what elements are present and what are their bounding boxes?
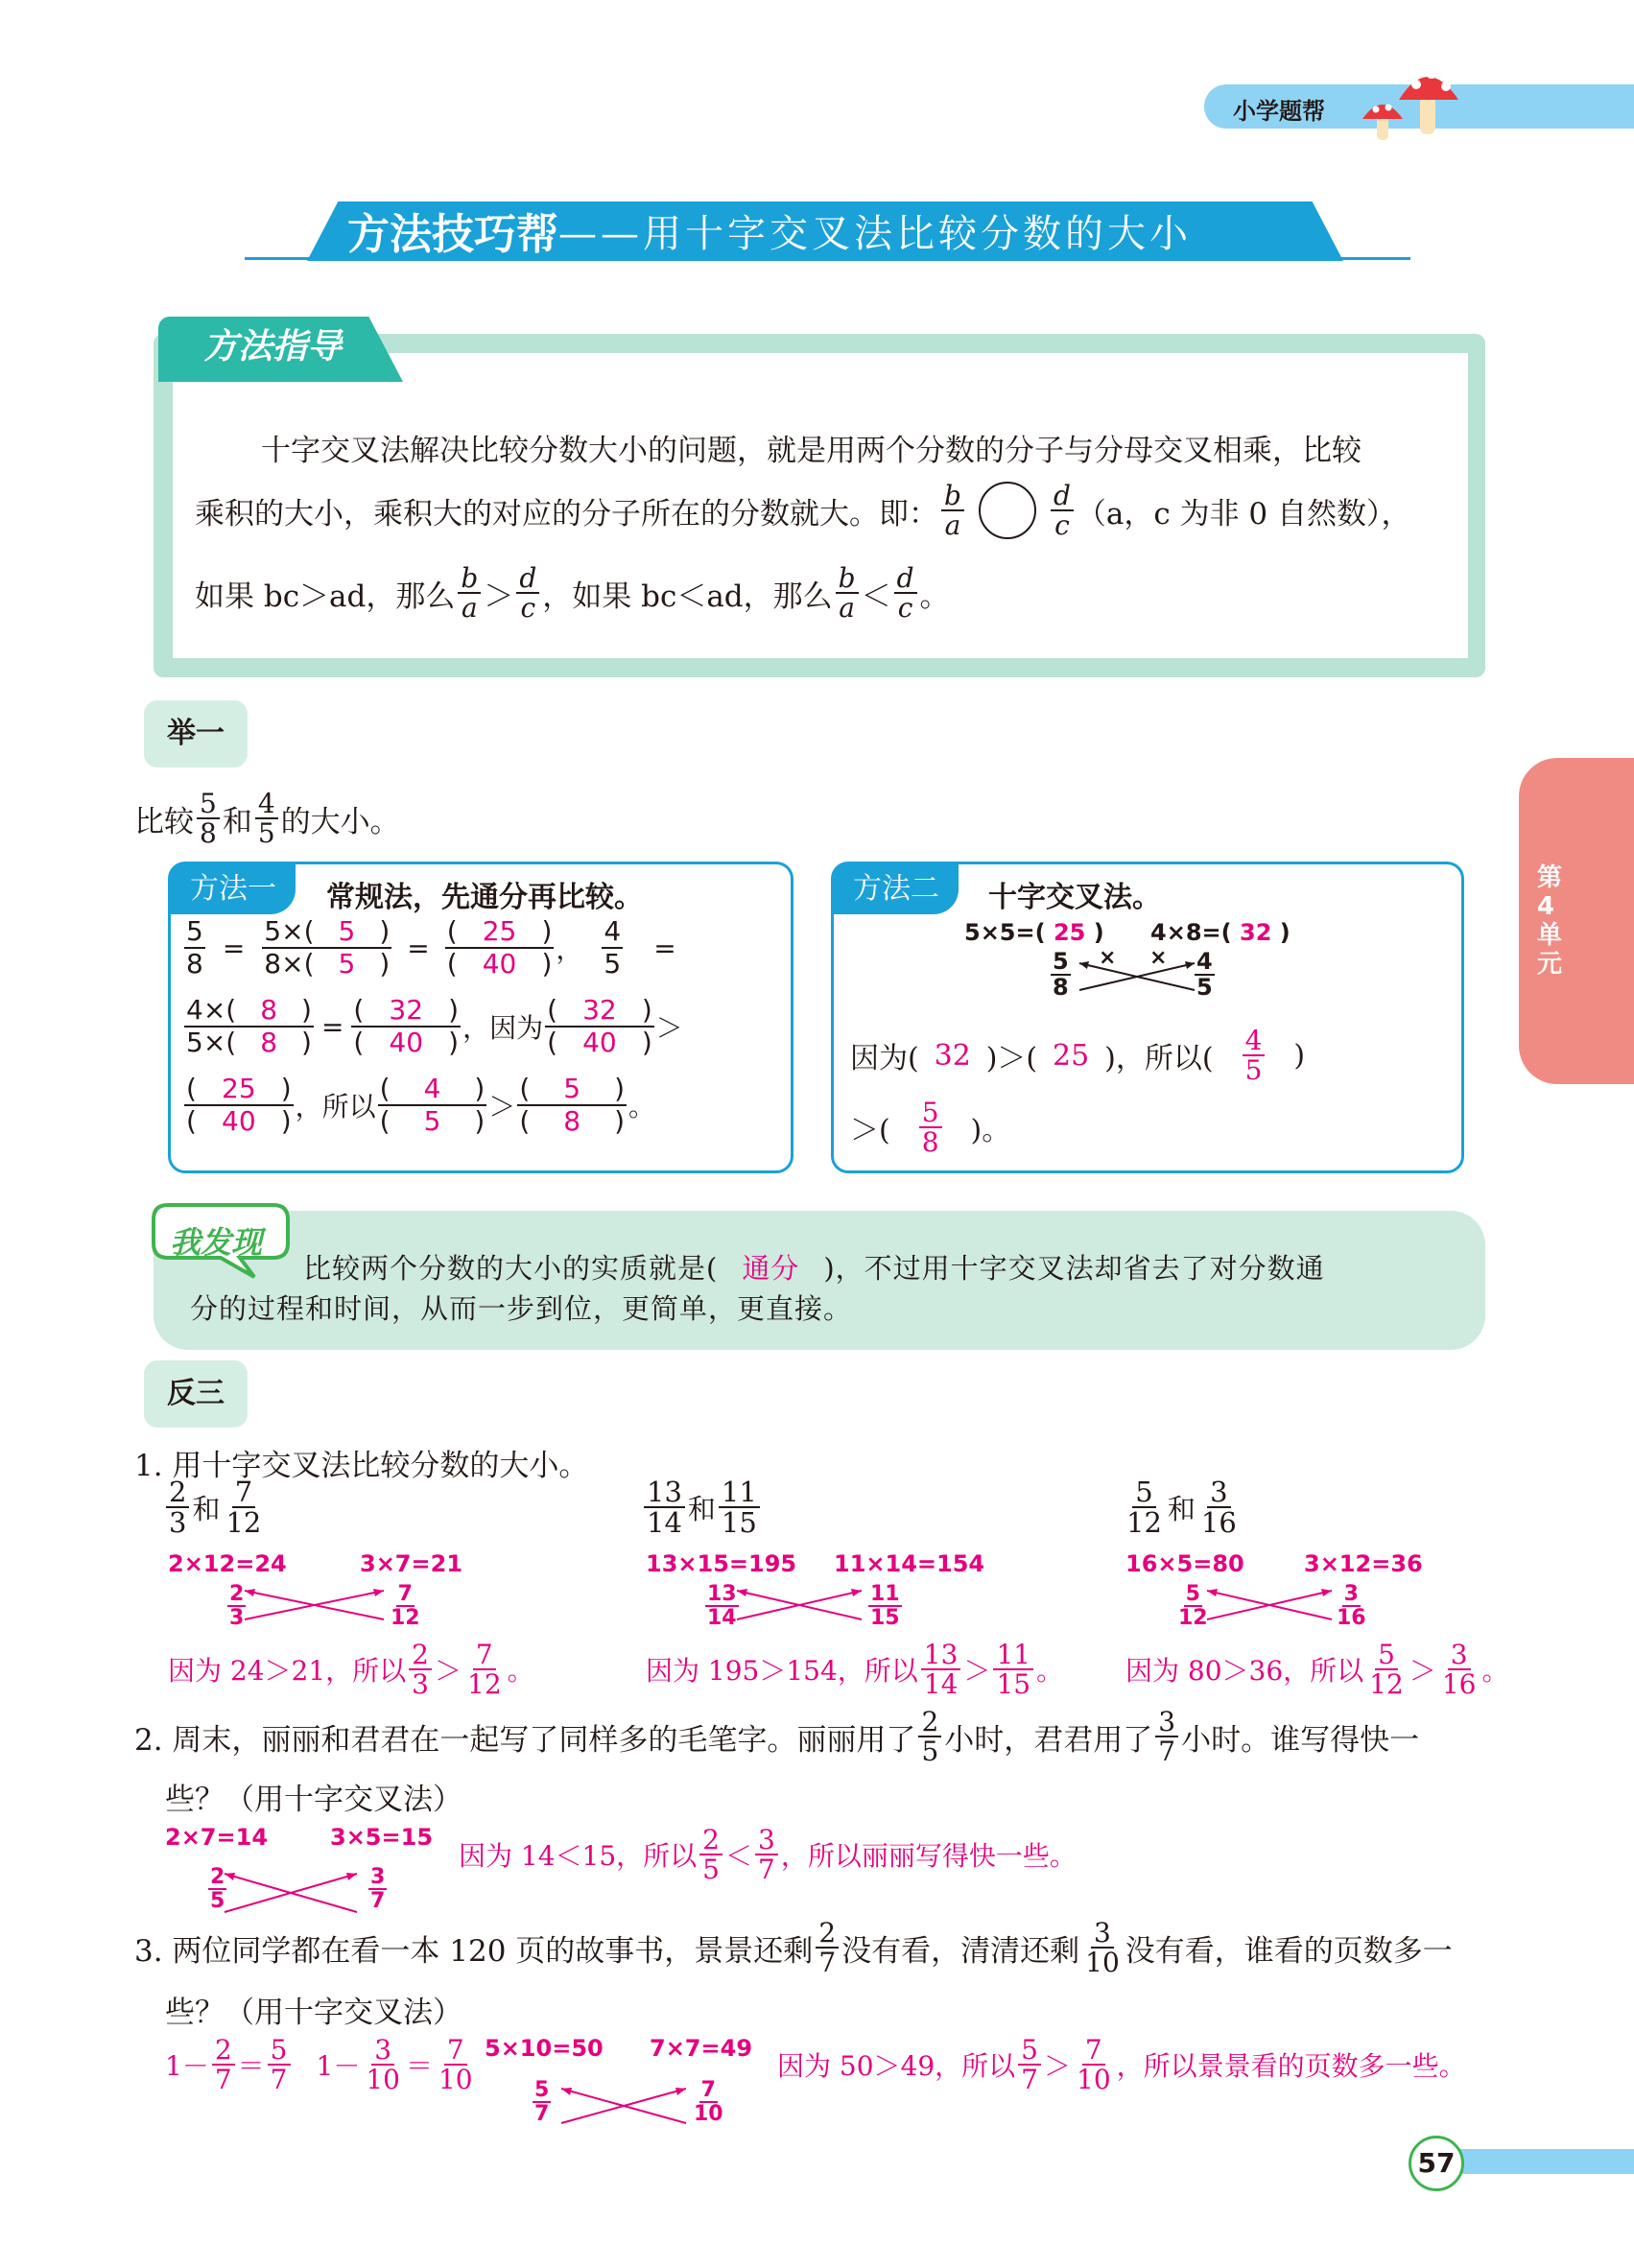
q3-line-1: 3. 两位同学都在看一本 120 页的故事书，景景还剩 $\frac{2}{7}$ 没有看，清清还剩 $\frac{3}{10}$ 没有看，谁看的页数多一	[134, 1916, 1453, 1978]
q2-cross: 2×7=14 3×5=15 2 5 3 7	[165, 1824, 434, 1914]
method1-row3: ( 25 ) ( 40 ) ，所以 ( 4 ) ( 5 ) ＞ ( 5 ) ( 8 ) 。	[186, 1073, 656, 1138]
unit-side-tab	[1519, 758, 1634, 1084]
q1-item-1: $\frac{2}{3}$ 和 $\frac{7}{12}$ 2×12=24 3×7=21 2 3 7 12 因为 24＞21，所以 $\frac{2}{3}$ ＞ $\frac{7}{12}$ 。	[168, 1476, 534, 1701]
page-number: 57	[1409, 2136, 1464, 2191]
unit-label: 第4单元	[1537, 863, 1563, 979]
q1-cross-3: 16×5=80 3×12=36 5 12 3 16	[1125, 1550, 1423, 1631]
q1-text: 1. 用十字交叉法比较分数的大小。	[134, 1449, 589, 1483]
method1-row2: $\frac{4\times( 8 )}{5\times( 8 )}$ = $\frac{( 32 )}{( 40 )}$ ，因为 ( 32 ) ( 40 ) ＞	[186, 994, 683, 1059]
header-brand: 小学题帮	[1233, 98, 1325, 125]
q3-answer: 因为 50＞49，所以 $\frac{5}{7}$ ＞ $\frac{7}{10}$ ，所以景景看的页数多一些。	[777, 2033, 1466, 2095]
discover-line-2: 分的过程和时间，从而一步到位，更简单，更直接。	[190, 1292, 853, 1325]
method2-line1: 因为( 32 )＞( 25 )，所以( $\frac{4}{5}$ )	[850, 1024, 1306, 1086]
q3-cross: 5×10=50 7×7=49 5 7 7 10	[485, 2035, 753, 2127]
discover-line-1: 比较两个分数的大小的实质就是( 通分 )，不过用十字交叉法却省去了对分数通	[303, 1252, 1325, 1285]
q1-cross-1: 2×12=24 3×7=21 2 3 7 12	[168, 1550, 463, 1631]
q1-item-2: $\frac{13}{14}$ 和 $\frac{11}{15}$ 13×15=195 11×14=154 13 14 11 15 因为 195＞154，所以 $\frac{13}{14}$ ＞ $\frac{11}{15}$ 。	[646, 1476, 1064, 1701]
guide-line-1: 十字交叉法解决比较分数大小的问题，就是用两个分数的分子与分母交叉相乘，比较	[261, 434, 1362, 468]
q2-line-1: 2. 周末，丽丽和君君在一起写了同样多的毛笔字。丽丽用了 $\frac{2}{5}$ 小时，君君用了 $\frac{3}{7}$ 小时。谁写得快一	[134, 1705, 1420, 1767]
method2-line2: ＞( $\frac{5}{8}$ )。	[850, 1096, 1011, 1158]
guide-line-2: 乘积的大小，乘积大的对应的分子所在的分数就大。即： $\frac{b}{a}$ $\frac{d}{c}$ （a，c 为非 0 自然数），	[195, 479, 1411, 541]
method2-cross: × × 5 8 4 5	[1051, 950, 1223, 1007]
method1-label: 方法一	[171, 864, 296, 914]
method2-title: 十字交叉法。	[988, 881, 1161, 914]
compare-circle	[979, 482, 1036, 539]
guide-tag: 方法指导	[203, 327, 343, 366]
mushroom-icon	[1353, 58, 1468, 144]
q3-line-2: 些？（用十字交叉法）	[165, 1996, 462, 2030]
guide-line-3: 如果 bc＞ad，那么 $\frac{b}{a}$ ＞ $\frac{d}{c}$ ，如果 bc＜ad，那么 $\frac{b}{a}$ ＜ $\frac{d}{c}$ 。	[195, 561, 950, 624]
q2-answer: 因为 14＜15，所以 $\frac{2}{5}$ ＜ $\frac{3}{7}$ ，所以丽丽写得快一些。	[459, 1823, 1077, 1885]
q1-item-3: $\frac{5}{12}$ 和 $\frac{3}{16}$ 16×5=80 3×12=36 5 12 3 16 因为 80＞36，所以 $\frac{5}{12}$ ＞ $\frac{3}{16}$ 。	[1125, 1476, 1509, 1701]
example-question: 比较 $\frac{5}{8}$ 和 $\frac{4}{5}$ 的大小。	[134, 787, 400, 849]
method1-row1: $\frac{5}{8}$ = $\frac{5\times( 5 )}{8\times( 5 )}$ = $\frac{( 25 )}{( 40 )}$ ， $\frac{4}{5}$ =	[186, 915, 676, 980]
example-tag: 举一	[144, 700, 248, 768]
page-title: 方法技巧帮 ——用十字交叉法比较分数的大小	[347, 210, 1192, 259]
method1-title: 常规法，先通分再比较。	[326, 881, 643, 914]
q2-line-2: 些？（用十字交叉法）	[165, 1783, 462, 1817]
q3-calc: 1－ $\frac{2}{7}$ ＝ $\frac{5}{7}$ 1－ $\frac{3}{10}$ ＝ $\frac{7}{10}$	[165, 2033, 473, 2095]
footer-bar	[1439, 2149, 1634, 2174]
q1-cross-2: 13×15=195 11×14=154 13 14 11 15	[646, 1550, 985, 1631]
discover-tag: 我发现	[170, 1224, 263, 1261]
practice-tag: 反三	[144, 1360, 248, 1428]
method2-label: 方法二	[834, 864, 959, 914]
method2-products: 5×5=( 25 ) 4×8=( 32 )	[964, 919, 1291, 946]
